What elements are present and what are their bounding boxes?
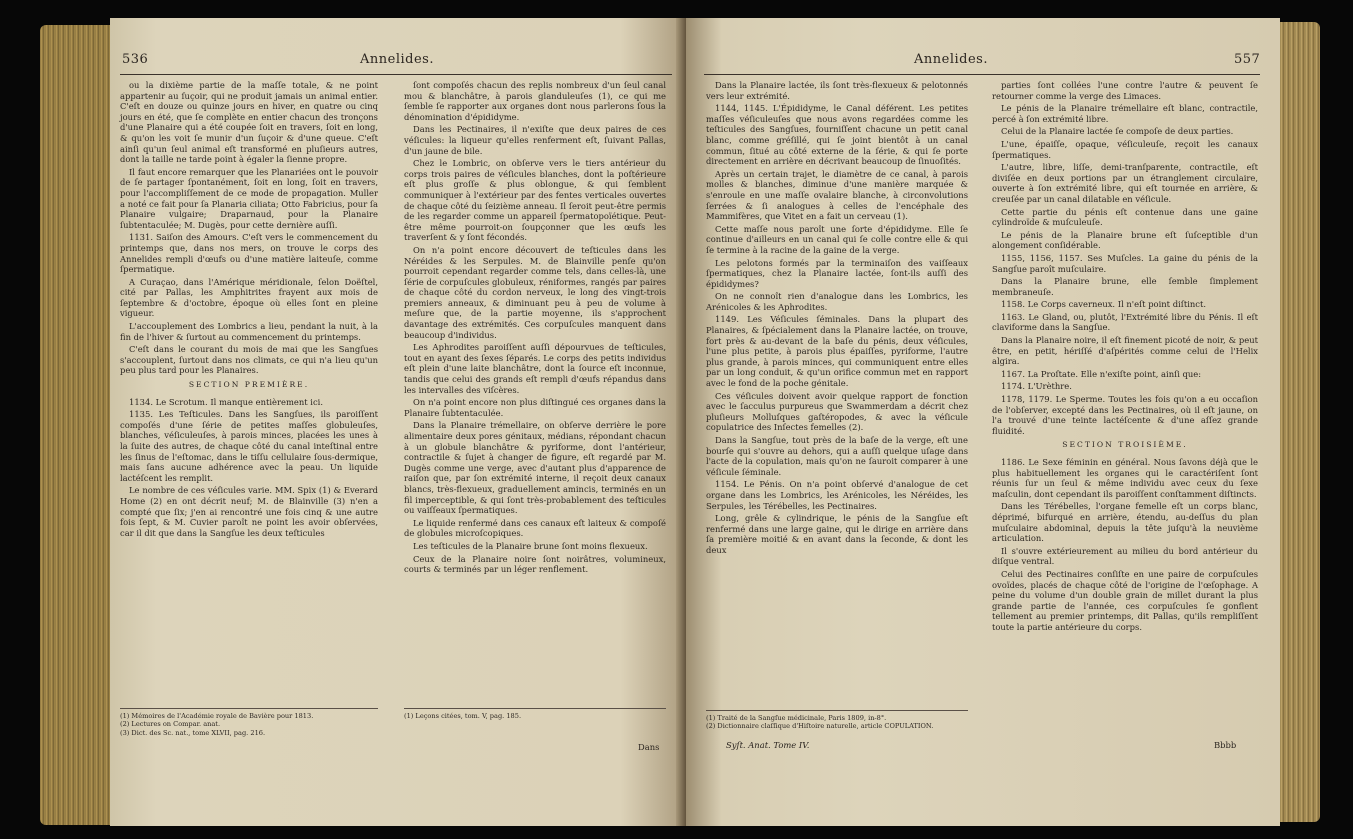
paragraph: Dans la Planaire brune, elle ſemble ſimplement membraneuſe.	[992, 276, 1258, 297]
paragraph: Le nombre de ces véſicules varie. MM. Spix (1) & Everard Home (2) en ont décrit neuf; M. de Blainville (3) n'en a compté que ſix; j'en ai rencontré une fois cinq & une autre fois ſept, & M. Cuvier paroît ne point les avoir obſervées, car il dit que dans la Sangſue les deux teſticules	[120, 485, 378, 538]
right-running-head: Annelides.	[914, 52, 988, 67]
footnote: (2) Dictionnaire claſſique d'Hiſtoire naturelle, article COPULATION.	[706, 722, 934, 731]
paragraph: Les Aphrodites paroiſſent auſſi dépourvues de teſticules, tout en ayant des ſexes ſéparés. Le corps des petits individus eſt plein d'une laite blanchâtre, dont la ſource eſt inconnue, tandis que celui des grands eſt rempli d'œufs répandus dans les intervalles des viſcères.	[404, 342, 666, 395]
footnote: (3) Dict. des Sc. nat., tome XLVII, pag. 216.	[120, 728, 266, 737]
left-page	[110, 18, 690, 826]
paragraph: Celui des Pectinaires conſiſte en une paire de corpuſcules ovoïdes, placés de chaque côté de l'origine de l'œſophage. A peine du volume d'un double grain de millet durant la plus grande partie de l'année, ces corpuſcules ſe gonflent tellement au premier printemps, dit Pallas, qu'ils rempliſſent toute la partie antérieure du corps.	[992, 568, 1258, 632]
paragraph: 1135. Les Teſticules. Dans les Sangſues, ils paroiſſent compoſés d'une ſérie de petites maſſes globuleuſes, blanches, véſiculeuſes, à parois minces, placées les unes à la ſuite des autres, de chaque côté du canal inteſtinal entre les ſinus de l'eſtomac, dans le tiſſu cellulaire ſous-dermique, mais ſans aucune adhérence avec la peau. Un liquide lactéſcent les remplit.	[120, 409, 378, 483]
paragraph: Le pénis de la Planaire trémellaire eſt blanc, contractile, percé à ſon extrémité libre.	[992, 103, 1258, 124]
right-column-1	[706, 80, 968, 558]
paragraph: 1158. Le Corps caverneux. Il n'eſt point diſtinct.	[1001, 299, 1206, 310]
signature-line: Syſt. Anat. Tome IV.	[726, 740, 810, 750]
left-running-head: Annelides.	[360, 52, 434, 67]
catchword: Dans	[638, 742, 660, 752]
paragraph: Celui de la Planaire lactée ſe compoſe de deux parties.	[1001, 126, 1234, 137]
paragraph: 1178, 1179. Le Sperme. Toutes les fois qu'on a eu occaſion de l'obſerver, excepté dans les Pectinaires, où il eſt jaune, on l'a trouvé d'une teinte lactéſcente & d'une aſſez grande fluidité.	[992, 394, 1258, 436]
paragraph: A Curaçao, dans l'Amérique méridionale, ſelon Doëſtel, cité par Pallas, les Amphitrites frayent aux mois de ſeptembre & d'octobre, époque où elles ſont en pleine vigueur.	[120, 276, 378, 319]
paragraph: 1174. L'Urèthre.	[1001, 381, 1072, 392]
paragraph: On ne connoît rien d'analogue dans les Lombrics, les Arénicoles & les Aphrodites.	[706, 291, 968, 312]
left-footnotes-2	[404, 708, 666, 720]
footnote: (2) Lectures on Compar. anat.	[120, 720, 221, 729]
footnote: (1) Mémoires de l'Académie royale de Bavière pour 1813.	[120, 712, 314, 720]
paragraph: Chez le Lombric, on obſerve vers le tiers antérieur du corps trois paires de véſicules blanches, dont la poſtérieure eſt plus groſſe & plus oblongue, & qui ſemblent communiquer à l'extérieur par des fentes verticales ouvertes de chaque côté du ſeizième anneau. Il ſeroit peut-être permis de les regarder comme un appareil ſpermatopoïétique. Peut-être même pourroit-on ſoupçonner que les œufs les traverſent & y ſont fécondés.	[404, 158, 666, 243]
right-page-number: 557	[1234, 52, 1261, 67]
paragraph: 1163. Le Gland, ou, plutôt, l'Extrémité libre du Pénis. Il eſt claviforme dans la Sangſue.	[992, 311, 1258, 333]
right-footnotes	[706, 710, 968, 731]
section-heading: SECTION TROISIÈME.	[1062, 440, 1188, 450]
right-column-2	[992, 80, 1258, 635]
right-header-rule	[704, 74, 1260, 75]
paragraph: ſont compoſés chacun des replis nombreux d'un ſeul canal mou & blanchâtre, à parois glanduleuſes (1), ce qui me ſemble ſe rapporter aux organes dont nous parlerons ſous la dénomination d'épididyme.	[404, 80, 666, 122]
left-header-rule	[120, 74, 672, 75]
paragraph: L'accouplement des Lombrics a lieu, pendant la nuit, à la fin de l'hiver & ſurtout au commencement du printemps.	[120, 321, 378, 342]
book-page-edges-left	[40, 25, 120, 825]
paragraph: Après un certain trajet, le diamètre de ce canal, à parois molles & blanches, diminue d'une manière marquée & s'enroule en une maſſe ovalaire blanche, à circonvolutions ſerrées & ſi analogues à celles de l'encéphale des Mammifères, que Vitet en a fait un cerveau (1).	[706, 168, 968, 222]
paragraph: 1134. Le Scrotum. Il manque entièrement ici.	[129, 396, 324, 407]
left-footnotes-1	[120, 708, 378, 737]
paragraph: Long, grêle & cylindrique, le pénis de la Sangſue eſt renfermé dans une large gaine, qui le dirige en arrière dans ſa première moitié & en avant dans la ſeconde, & dont les deux	[706, 513, 968, 555]
paragraph: On n'a point encore découvert de teſticules dans les Néréides & les Serpules. M. de Blainville penſe qu'on pourroit cependant regarder comme tels, dans celles-là, une ſérie de corpuſcules globuleux, réniformes, rangés par paires de chaque côté du cordon nerveux, le long des vingt-trois premiers anneaux, & diminuant peu à peu de volume à meſure que, de la partie moyenne, ils s'approchent davantage des extrémités. Ces corpuſcules manquent dans beaucoup d'individus.	[404, 244, 666, 340]
paragraph: parties ſont collées l'une contre l'autre & peuvent ſe retourner comme la verge des Limaces.	[992, 80, 1258, 101]
paragraph: C'eſt dans le courant du mois de mai que les Sangſues s'accouplent, ſurtout dans nos climats, ce qui n'a lieu qu'un peu plus tard pour les Planaires.	[120, 344, 378, 376]
left-column-2	[404, 80, 666, 577]
paragraph: Il s'ouvre extérieurement au milieu du bord antérieur du diſque ventral.	[992, 545, 1258, 567]
paragraph: On n'a point encore non plus diſtingué ces organes dans la Planaire ſubtentaculée.	[404, 397, 666, 418]
paragraph: 1155, 1156, 1157. Ses Muſcles. La gaine du pénis de la Sangſue paroît muſculaire.	[992, 252, 1258, 274]
paragraph: Cette partie du pénis eſt contenue dans une gaine cylindroïde & muſculeuſe.	[992, 206, 1258, 228]
paragraph: Le pénis de la Planaire brune eſt ſuſceptible d'un alongement conſidérable.	[992, 229, 1258, 251]
left-page-number: 536	[122, 52, 149, 67]
paragraph: L'autre, libre, liſſe, demi-tranſparente, contractile, eſt diviſée en deux portions par un étranglement circulaire, ouverte à ſon extrémité libre, qui eſt tournée en arrière, & creuſée par un canal dilatable en véſicule.	[992, 162, 1258, 204]
paragraph: L'une, épaiſſe, opaque, véſiculeuſe, reçoit les canaux ſpermatiques.	[992, 138, 1258, 160]
paragraph: 1167. La Proſtate. Elle n'exiſte point, ainſi que:	[1001, 368, 1202, 379]
paragraph: 1131. Saiſon des Amours. C'eſt vers le commencement du printemps que, dans nos mers, on trouve le corps des Annelides rempli d'œufs ou d'une matière laiteuſe, comme ſpermatique.	[120, 232, 378, 275]
paragraph: Dans la Planaire trémellaire, on obſerve derrière le pore alimentaire deux pores génitaux, médians, répondant chacun à un globule blanchâtre & pyriforme, dont l'antérieur, contractile & ſujet à changer de figure, eſt regardé par M. Dugès comme une verge, avec d'autant plus d'apparence de raiſon que, par ſon extrémité interne, il reçoit deux canaux blancs, très-flexueux, graduellement amincis, terminés en un fil imperceptible, & qui ſont très-probablement des teſticules ou vaiſſeaux ſpermatiques.	[404, 420, 666, 516]
signature-mark: Bbbb	[1214, 740, 1237, 750]
paragraph: Il faut encore remarquer que les Planariées ont le pouvoir de ſe partager ſpontanément, ſoit en long, ſoit en travers, pour l'accompliſſement de ce mode de propagation. Muller a noté ce fait pour ſa Planaria ciliata; Otto Fabricius, pour ſa Planaire vulgaire; Draparnaud, pour la Planaire ſubtentaculée; M. Dugès, pour cette dernière auſſi.	[120, 166, 378, 230]
paragraph: 1154. Le Pénis. On n'a point obſervé d'analogue de cet organe dans les Lombrics, les Arénicoles, les Néréides, les Serpules, les Térébelles, les Pectinaires.	[706, 479, 968, 511]
paragraph: ou la dixième partie de la maſſe totale, & ne point appartenir au ſuçoir, qui ne produit jamais un animal entier. C'eſt en douze ou quinze jours en hiver, en quatre ou cinq jours en été, que ſe complète en entier chacun des tronçons d'une Planaire qui a été coupée ſoit en travers, ſoit en long, & qu'on les voit ſe munir d'un ſuçoir & d'une queue. C'eſt ainſi qu'un ſeul animal eſt transformé en pluſieurs autres, dont la taille ne tarde point à égaler la ſienne propre.	[120, 80, 378, 165]
right-page	[686, 18, 1280, 826]
paragraph: Dans la Sangſue, tout près de la baſe de la verge, eſt une bourſe qui s'ouvre au dehors, qui a auſſi quelque uſage dans l'acte de la copulation, mais qu'on ne ſauroit comparer à une véſicule ſéminale.	[706, 435, 968, 477]
paragraph: Les pelotons formés par la terminaiſon des vaiſſeaux ſpermatiques, chez la Planaire lactée, ſont-ils auſſi des épididymes?	[706, 257, 968, 289]
paragraph: Dans la Planaire lactée, ils ſont très-flexueux & pelotonnés vers leur extrémité.	[706, 80, 968, 101]
paragraph: Cette maſſe nous paroît une ſorte d'épididyme. Elle ſe continue d'ailleurs en un canal qui ſe colle contre elle & qui ſe termine à la racine de la gaine de la verge.	[706, 223, 968, 255]
paragraph: Dans la Planaire noire, il eſt finement picoté de noir, & peut être, en petit, hériſſé d'aſpérités comme celui de l'Helix algira.	[992, 335, 1258, 367]
paragraph: Dans les Térébelles, l'organe femelle eſt un corps blanc, déprimé, bifurqué en arrière, étendu, au-deſſus du plan muſculaire abdominal, depuis la tête juſqu'à la neuvième articulation.	[992, 501, 1258, 544]
left-column-1	[120, 80, 378, 540]
paragraph: 1186. Le Sexe féminin en général. Nous ſavons déjà que le plus habituellement les organes qui le caractériſent ſont réunis ſur un ſeul & même individu avec ceux du ſexe maſculin, dont cependant ils paroiſſent conſtamment diſtincts.	[992, 457, 1258, 499]
paragraph: Le liquide renfermé dans ces canaux eſt laiteux & compoſé de globules microſcopiques.	[404, 517, 666, 539]
footnote: (1) Leçons citées, tom. V, pag. 185.	[404, 712, 522, 720]
footnote: (1) Traité de la Sangſue médicinale, Paris 1809, in-8°.	[706, 714, 887, 722]
paragraph: Ceux de la Planaire noire ſont noirâtres, volumineux, courts & terminés par un léger renflement.	[404, 553, 666, 575]
section-heading: SECTION PREMIÈRE.	[188, 380, 310, 390]
paragraph: Ces véſicules doivent avoir quelque rapport de fonction avec le ſacculus purpureus que Swammerdam a décrit chez pluſieurs Molluſques gaſtéropodes, & avec la véſicule copulatrice des Inſectes femelles (2).	[706, 390, 968, 433]
paragraph: 1149. Les Véſicules ſéminales. Dans la plupart des Planaires, & ſpécialement dans la Planaire lactée, on trouve, fort près & au-devant de la baſe du pénis, deux véſicules, l'une plus petite, à parois plus épaiſſes, pyriforme, l'autre plus grande, à parois minces, qui communiquent entre elles par un long conduit, & qu'un orifice commun met en rapport avec le fond de la poche génitale.	[706, 314, 968, 389]
paragraph: Dans les Pectinaires, il n'exiſte que deux paires de ces véſicules: la liqueur qu'elles renferment eſt, ſuivant Pallas, d'un jaune de bile.	[404, 124, 666, 156]
paragraph: 1144, 1145. L'Épididyme, le Canal déférent. Les petites maſſes véſiculeuſes que nous avons regardées comme les teſticules des Sangſues, fourniſſent chacune un petit canal blanc, comme gréſillé, qui ſe joint bientôt à un canal commun, ſitué au côté externe de la ſérie, & qui ſe porte directement en arrière en décrivant beaucoup de ſinuoſités.	[706, 103, 968, 167]
paragraph: Les teſticules de la Planaire brune ſont moins flexueux.	[413, 540, 648, 551]
